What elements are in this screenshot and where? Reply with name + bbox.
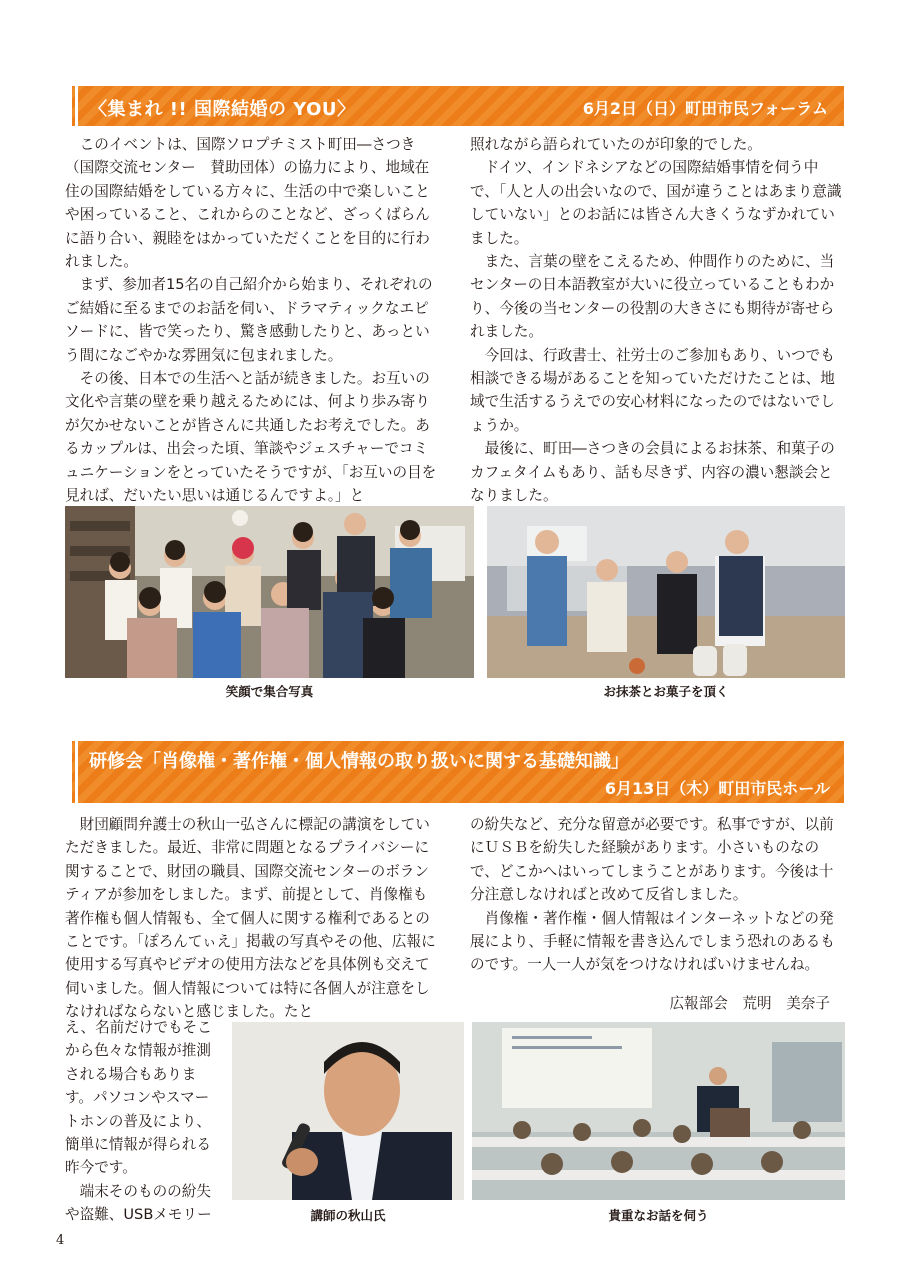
paragraph: 財団顧問弁護士の秋山一弘さんに標記の講演をしていただきました。最近、非常に問題となるプライバシーに関することで、財団の職員、国際交流センターのボランティアが参加をしました。まず、前提として、肖像権も著作権も個人情報も、全て個人に関する権利であるとのことです。「ぽろんてぃえ」掲載の写真やその他、広報に使用する写真やビデオの使用方法などを具体例も交えて伺いました。個人情報については特に各個人が注意をしなければならないと感じました。たと <box>65 816 436 1021</box>
section2-banner <box>65 741 844 803</box>
banner-bar <box>65 86 72 126</box>
paragraph: 照れながら語られていたのが印象的でした。 <box>470 136 762 153</box>
paragraph: 端末そのものの紛失や盗難、USBメモリー <box>65 1182 212 1224</box>
paragraph: このイベントは、国際ソロプチミスト町田―さつき（国際交流センター 賛助団体）の協力により、地域在住の国際結婚をしている方々に、生活の中で楽しいことや困っていること、これからのことなど、ざっくばらんに語り合い、親睦をはかっていただくことを目的に行われました。 <box>65 136 430 271</box>
page-number: 4 <box>56 1233 65 1248</box>
paragraph: え、名前だけでもそこから色々な情報が推測される場合もあります。パソコンやスマートホンの普及により、簡単に情報が得られる昨今です。 <box>65 1019 212 1177</box>
section2-column-right <box>470 813 846 977</box>
section2-date-place: 6月13日（木）町田市民ホール <box>604 779 830 798</box>
speaker-photo <box>232 1022 464 1200</box>
photo-caption: 貴重なお話を伺う <box>608 1208 709 1223</box>
section2-title: 研修会「肖像権・著作権・個人情報の取り扱いに関する基礎知識」 <box>89 751 629 772</box>
section1-date-place: 6月2日（日）町田市民フォーラム <box>582 99 828 118</box>
banner-bar <box>65 741 72 803</box>
section1-title: 〈集まれ !! 国際結婚の YOU〉 <box>89 99 356 120</box>
photo-caption: お抹茶とお菓子を頂く <box>603 684 729 699</box>
paragraph: ドイツ、インドネシアなどの国際結婚事情を伺う中で、「人と人の出会いなので、国が違うことはあまり意識していない」とのお話には皆さん大きくうなずかれていました。 <box>470 159 842 247</box>
section2-column-left <box>65 813 441 1024</box>
photo-caption: 笑顔で集合写真 <box>225 684 314 699</box>
section1-column-left <box>65 133 441 508</box>
paragraph: 肖像権・著作権・個人情報はインターネットなどの発展により、手軽に情報を書き込んでしまう恐れのあるものです。一人一人が気をつけなければいけませんね。 <box>470 909 835 974</box>
paragraph: まず、参加者15名の自己紹介から始まり、それぞれのご結婚に至るまでのお話を伺い、ドラマティックなエピソードに、皆で笑ったり、驚き感動したりと、あっという間になごやかな雰囲気に包まれました。 <box>65 276 433 364</box>
section1-banner <box>65 86 844 126</box>
author-signature: 広報部会 荒明 美奈子 <box>669 995 830 1012</box>
paragraph: 今回は、行政書士、社労士のご参加もあり、いつでも相談できる場があることを知っていただけたことは、地域で生活するうえでの安心材料になったのではないでしょうか。 <box>470 346 835 434</box>
lecture-photo <box>472 1022 845 1200</box>
banner-bar <box>75 86 78 126</box>
section2-column-left-wrap <box>65 1016 223 1227</box>
paragraph: 最後に、町田―さつきの会員によるお抹茶、和菓子のカフェタイムもあり、話も尽きず、内容の濃い懇談会となりました。 <box>470 440 835 505</box>
paragraph: の紛失など、充分な留意が必要です。私事ですが、以前にＵＳＢを紛失した経験があります。小さいものなので、どこかへはいってしまうことがあります。今後は十分注意しなければと改めて反省しました。 <box>470 816 834 904</box>
banner-bar <box>75 741 78 803</box>
tea-photo <box>487 506 845 678</box>
paragraph: その後、日本での生活へと話が続きました。お互いの文化や言葉の壁を乗り越えるためには、何より歩み寄りが欠かせないことが皆さんに共通したお考えでした。あるカップルは、出会った頃、筆談やジェスチャーでコミュニケーションをとっていたそうですが、「お互いの目を見れば、だいたい思いは通じるんですよ。」と <box>65 370 437 505</box>
photo-caption: 講師の秋山氏 <box>310 1208 386 1223</box>
group-photo <box>65 506 474 678</box>
paragraph: また、言葉の壁をこえるため、仲間作りのために、当センターの日本語教室が大いに役立っていることもわかり、今後の当センターの役割の大きさにも期待が寄せられました。 <box>470 253 835 341</box>
section1-column-right <box>470 133 846 508</box>
